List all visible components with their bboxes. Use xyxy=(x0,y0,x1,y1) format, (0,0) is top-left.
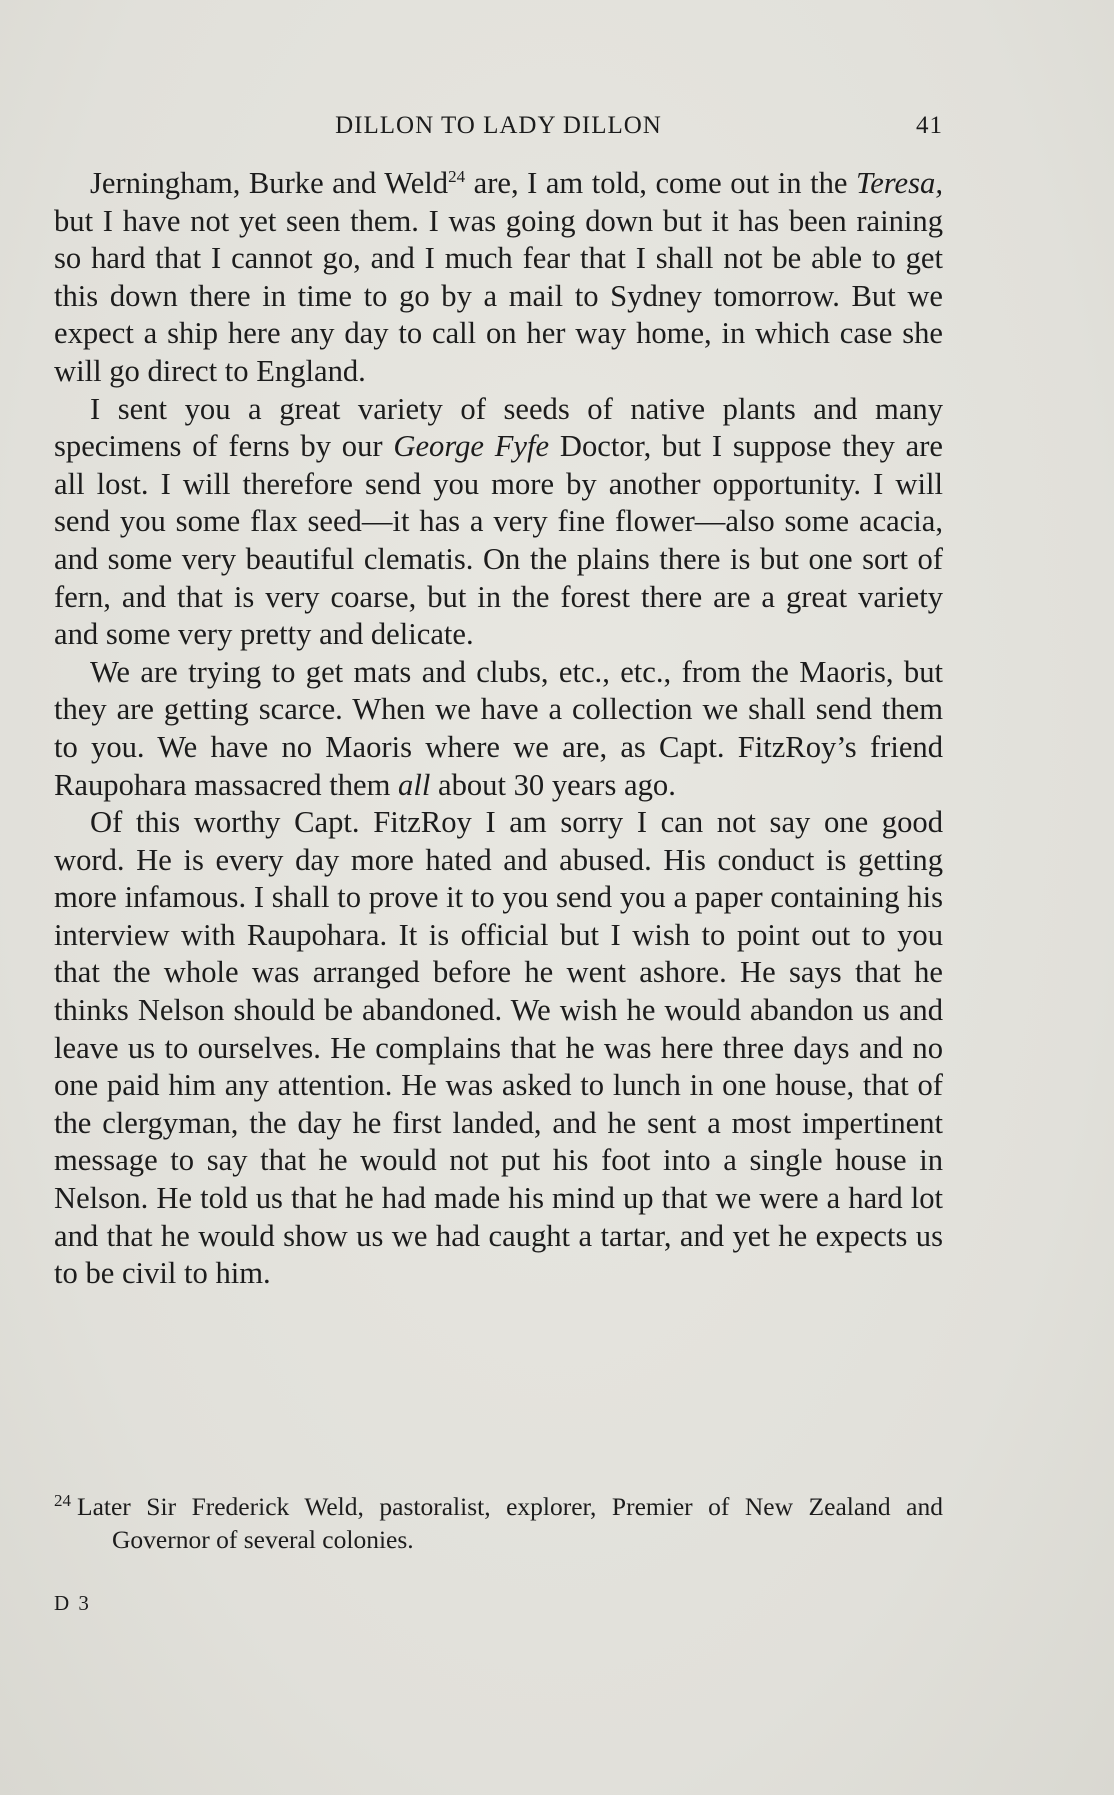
footnote-reference: 24 xyxy=(448,167,466,186)
signature-mark: D 3 xyxy=(54,1591,91,1615)
text-run: about 30 years ago. xyxy=(430,767,676,802)
text-run: are, I am told, come out in the xyxy=(465,166,856,200)
italic-text: all xyxy=(398,767,431,802)
italic-text: Teresa, xyxy=(856,166,943,200)
footnote-marker: 24 xyxy=(54,1491,71,1510)
paragraph xyxy=(54,804,943,1293)
body-text xyxy=(54,165,943,1293)
paragraph xyxy=(54,654,943,804)
footnote xyxy=(54,1490,943,1556)
footnote-text: Later Sir Frederick Weld, pastoralist, explorer, Premier of New Zealand and Governor of several colonies. xyxy=(77,1492,943,1554)
text-run: Jerningham, Burke and Weld xyxy=(90,166,449,200)
text-run: but I have not yet seen them. I was going down but it has been raining so hard that I cannot go, and I much fear that I shall not be able to get this down there in time to go by a mail to Sydney tomorrow. But we expect a ship here any day to call on her way home, in which case she will go direct to England. xyxy=(54,203,943,388)
text-run: We are trying to get mats and clubs, etc., etc., from the Maoris, but they are getting scarce. When we have a collection we shall send them to you. We have no Maoris where we are, as Capt. FitzRoy’s friend Raupohara massacred them xyxy=(54,654,943,802)
running-title: DILLON TO LADY DILLON xyxy=(335,112,662,139)
text-run: Of this worthy Capt. FitzRoy I am sorry I can not say one good word. He is every day more hated and abused. His conduct is getting more infamous. I shall to prove it to you send you a paper containing his interview with Raupohara. It is official but I wish to point out to you that the whole was arranged before he went ashore. He says that he thinks Nelson should be abandoned. We wish he would abandon us and leave us to ourselves. He complains that he was here three days and no one paid him any attention. He was asked to lunch in one house, that of the clergyman, the day he first landed, and he sent a most impertinent message to say that he would not put his foot into a single house in Nelson. He told us that he had made his mind up that we were a hard lot and that he would show us we had caught a tartar, and yet he expects us to be civil to him. xyxy=(54,805,943,1291)
page-number: 41 xyxy=(916,112,943,139)
italic-text: George Fyfe xyxy=(393,429,550,464)
running-head xyxy=(54,112,943,148)
paragraph xyxy=(54,391,943,654)
text-run: Doctor, but I suppose they are all lost. I will therefore send you more by another opportunity. I will send you some flax seed—it has a very fine flower—also some acacia, and some very beautiful clematis. On the plains there is but one sort of fern, and that is very coarse, but in the forest there are a great variety and some very pretty and delicate. xyxy=(54,429,943,652)
text-run: I sent you a great variety of seeds of native plants and many specimens of ferns by our xyxy=(54,391,943,464)
paragraph xyxy=(54,165,943,391)
